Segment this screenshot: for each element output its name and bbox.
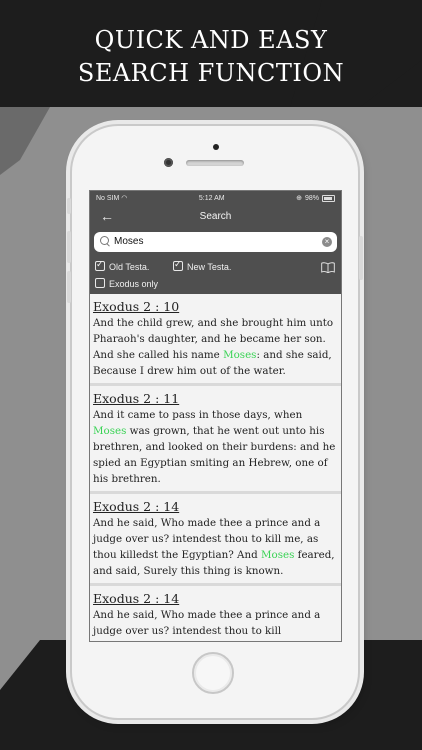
verse-segment: feared, and said, Surely this thing is known. [93, 549, 335, 577]
front-camera [164, 158, 173, 167]
search-value: Moses [114, 236, 144, 247]
status-bar [90, 191, 341, 205]
headline-line-2: SEARCH FUNCTION [77, 59, 345, 87]
battery-icon [322, 195, 335, 202]
search-bar-container [90, 229, 341, 256]
new-testament-label: New Testa. [187, 262, 232, 272]
verse-reference[interactable]: Exodus 2 : 14 [93, 591, 180, 606]
old-testament-checkbox[interactable] [95, 261, 105, 271]
headline-line-1: QUICK AND EASY [94, 26, 328, 54]
status-right [296, 194, 335, 202]
search-icon [100, 236, 109, 245]
clear-search-icon[interactable]: × [322, 237, 332, 247]
orientation-lock-icon: ⊕ [296, 195, 302, 202]
highlighted-term: Moses [260, 549, 295, 561]
filter-panel [90, 256, 341, 294]
nav-title: Search [199, 211, 232, 222]
volume-up-button [67, 231, 71, 263]
headline [0, 24, 422, 90]
verse-text [93, 315, 338, 379]
status-time: 5:12 AM [198, 194, 225, 202]
verse-segment: And he said, Who made thee a prince and a judge over us? intendest thou to kill [93, 609, 321, 637]
battery-percent: 98% [304, 194, 319, 202]
result-card[interactable] [90, 586, 341, 642]
verse-reference[interactable]: Exodus 2 : 10 [93, 299, 180, 314]
verse-text [93, 607, 338, 639]
phone-mockup [72, 126, 358, 718]
highlighted-term: Moses [93, 425, 127, 437]
carrier-label [96, 194, 127, 202]
old-testament-label: Old Testa. [109, 262, 150, 272]
book-icon[interactable] [321, 262, 335, 273]
verse-segment: : and she said, Because I drew him out of the water. [93, 349, 332, 377]
verse-text [93, 407, 338, 487]
highlighted-term: Moses [223, 349, 257, 361]
verse-segment: And it came to pass in those days, when [93, 409, 303, 421]
exodus-only-checkbox[interactable] [95, 278, 105, 288]
results-list [90, 294, 341, 642]
arrow-left-icon[interactable]: ← [100, 208, 114, 224]
carrier-text: No SIM [96, 195, 120, 202]
sensor-dot [213, 144, 219, 150]
verse-segment: And the child grew, and she brought him unto Pharaoh's daughter, and he became her son. And she called his name [93, 317, 334, 361]
verse-segment: was grown, that he went out unto his brethren, and looked on their burdens: and he spied an Egyptian smiting an Hebrew, one of his brethren. [93, 425, 336, 485]
verse-reference[interactable]: Exodus 2 : 11 [93, 391, 180, 406]
result-card[interactable] [90, 294, 341, 386]
result-card[interactable] [90, 494, 341, 586]
wifi-icon: ◠ [121, 195, 128, 202]
phone-screen [89, 190, 342, 642]
result-card[interactable] [90, 386, 341, 494]
mute-switch [67, 198, 71, 214]
verse-text [93, 515, 338, 579]
home-button[interactable] [192, 652, 234, 694]
power-button [359, 236, 363, 280]
verse-segment: And he said, Who made thee a prince and a judge over us? intendest thou to kill me, as thou killedst the Egyptian? And [93, 517, 321, 561]
exodus-only-label: Exodus only [109, 279, 159, 289]
new-testament-checkbox[interactable] [173, 261, 183, 271]
search-input[interactable] [94, 232, 337, 252]
verse-reference[interactable]: Exodus 2 : 14 [93, 499, 180, 514]
volume-down-button [67, 271, 71, 303]
earpiece-speaker [186, 160, 244, 166]
nav-bar [90, 205, 341, 229]
